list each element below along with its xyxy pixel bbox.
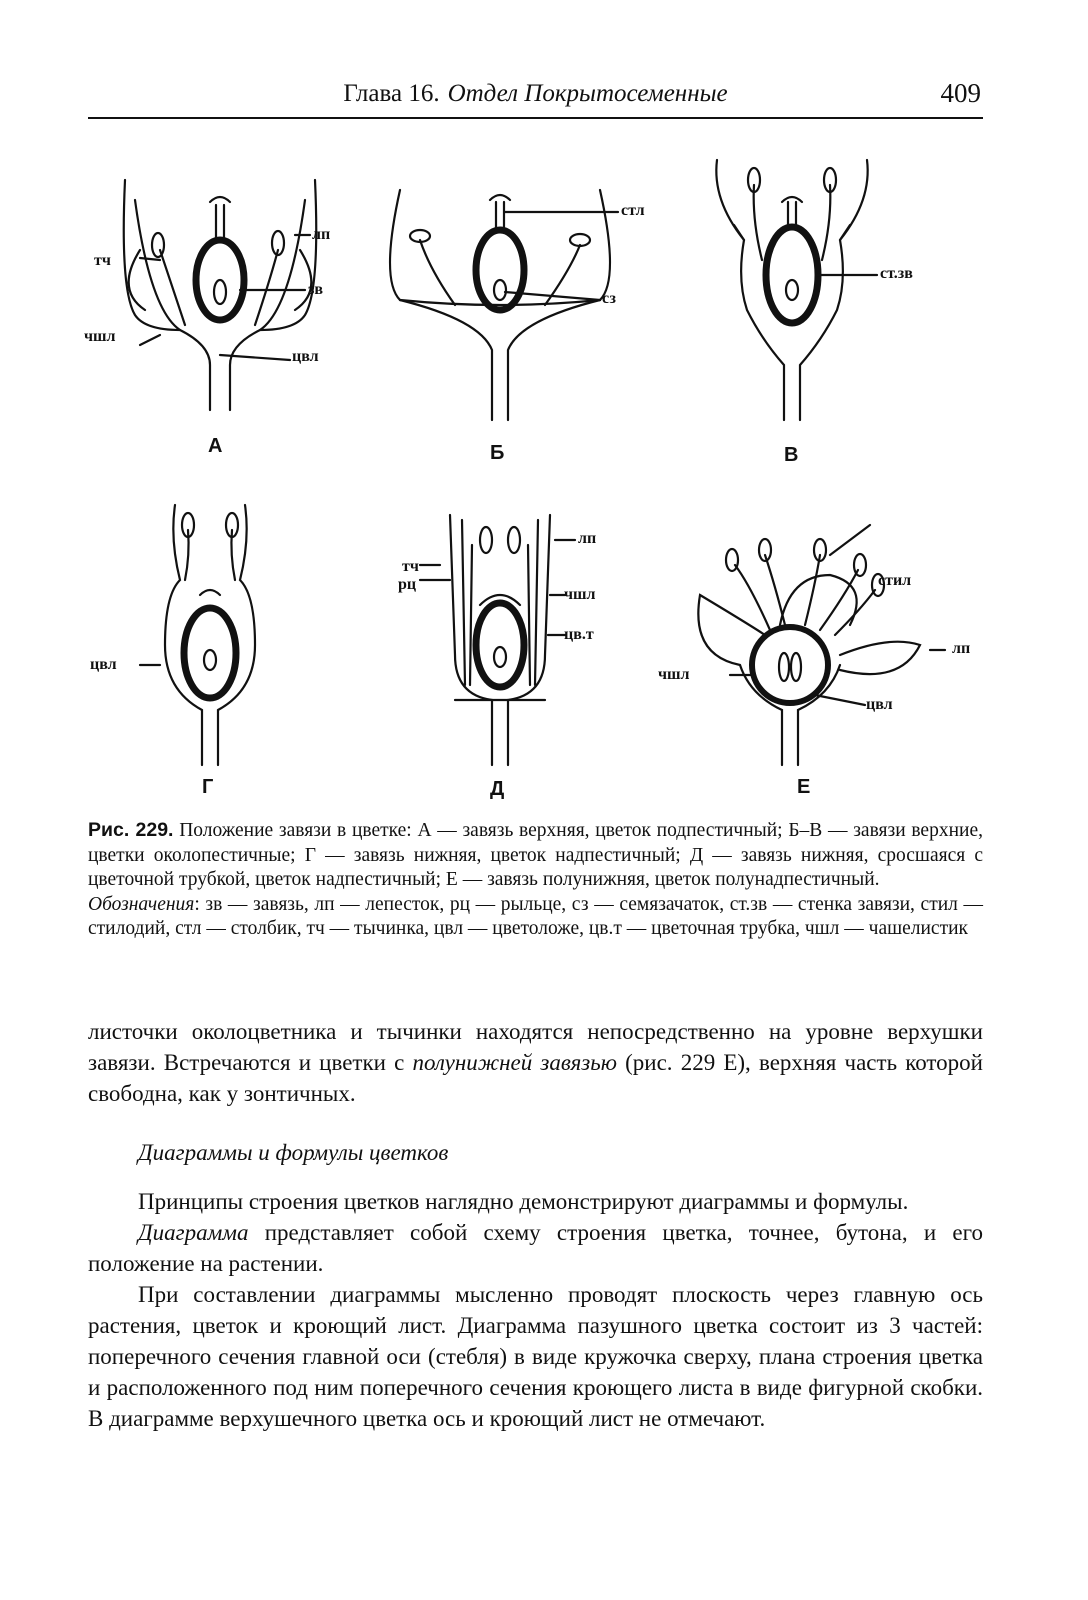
term-diagram: Диаграмма (138, 1220, 249, 1245)
chapter-label: Глава 16. (343, 80, 440, 107)
figure-229 (80, 140, 1000, 810)
label-d-tch: тч (402, 558, 419, 575)
label-a-zv: зв (308, 281, 324, 298)
label-b-sz: сз (602, 290, 616, 307)
paragraph-3 (88, 1217, 983, 1279)
label-b-stl: стл (621, 202, 645, 219)
body-text (88, 1016, 983, 1434)
label-a-chshl: чшл (84, 328, 116, 345)
panel-d-drawing (420, 515, 575, 765)
panel-letter-b: Б (490, 442, 505, 464)
label-a-tch: тч (94, 252, 111, 269)
label-e-lp: лп (952, 640, 971, 657)
caption-text: Положение завязи в цветке: А — завязь верхняя, цветок подпестичный; Б–В — завязи верхние, цветки околопестичные; Г — завязь нижняя, цветок надпестичный; Д — завязь нижняя, сросшаяся с цветочной трубкой, цветок надпестичный; Е — завязь полунижняя, цветок полунадпестичный. (88, 820, 983, 890)
label-d-chshl: чшл (564, 586, 596, 603)
caption-main (88, 818, 983, 893)
notation-text: : зв — завязь, лп — лепесток, рц — рыльце, сз — семязачаток, ст.зв — стенка завязи, стил — стилодий, стл — столбик, тч — тычинка, цвл — цветоложе, цв.т — цветочная трубка, чшл — чашелистик (88, 893, 983, 939)
notation-label: Обозначения (88, 893, 195, 915)
panel-letter-d: Д (490, 778, 505, 800)
figure-number: Рис. 229. (88, 819, 174, 841)
running-header (88, 78, 983, 118)
paragraph-1-text-a: листочки околоцветника и тычинки находятся непосредственно на уровне верхушки завязи. Встречаются и цветки с (88, 1019, 983, 1075)
label-e-chshl: чшл (658, 666, 690, 683)
paragraph-3-text: представляет собой схему строения цветка, точнее, бутона, и его положение на растении. (88, 1220, 983, 1276)
term-semi-inferior-ovary: полунижней завязью (412, 1050, 617, 1075)
paragraph-2: Принципы строения цветков наглядно демонстрируют диаграммы и формулы. (138, 1189, 909, 1214)
label-a-tsvl: цвл (292, 348, 319, 365)
label-d-tsvt: цв.т (564, 626, 594, 643)
header-rule (88, 117, 983, 119)
figure-drawing (80, 140, 1000, 810)
caption-notation (88, 893, 983, 942)
label-d-lp: лп (578, 530, 597, 547)
panel-letter-e: Е (797, 776, 811, 798)
panel-e-drawing (698, 525, 945, 765)
panel-letter-a: А (208, 435, 223, 457)
panel-letter-v: В (784, 444, 799, 466)
panel-g-drawing (140, 505, 255, 765)
panel-v-drawing (716, 160, 877, 420)
label-e-tsvl: цвл (866, 696, 893, 713)
paragraph-4: При составлении диаграммы мысленно проводят плоскость через главную ось растения, цветок и кроющий лист. Диаграмма пазушного цветка состоит из 3 частей: поперечного сечения главной оси (стебля) в виде кружочка сверху, плана строения цветка и расположенного под ним поперечного сечения кроющего листа в виде фигурной скобки. В диаграмме верхушечного цветка ось и кроющий лист не отмечают. (88, 1282, 983, 1431)
label-v-stzv: ст.зв (880, 265, 913, 282)
label-g-tsvl: цвл (90, 656, 117, 673)
chapter-title: Отдел Покрытосеменные (447, 80, 728, 107)
page-number: 409 (940, 78, 981, 108)
label-d-rts: рц (398, 576, 417, 593)
section-subheading: Диаграммы и формулы цветков (138, 1140, 449, 1165)
panel-b-drawing (390, 190, 618, 420)
label-e-stil: стил (878, 572, 912, 589)
chapter-heading (88, 80, 983, 108)
panel-letter-g: Г (202, 776, 214, 798)
paragraph-1-text-b: (рис. 229 Е), верхняя часть которой свободна, как у зонтичных. (88, 1050, 983, 1106)
panel-a-drawing (124, 180, 317, 410)
figure-caption (88, 818, 983, 942)
paragraph-1 (88, 1016, 983, 1109)
label-a-lp: лп (312, 226, 331, 243)
